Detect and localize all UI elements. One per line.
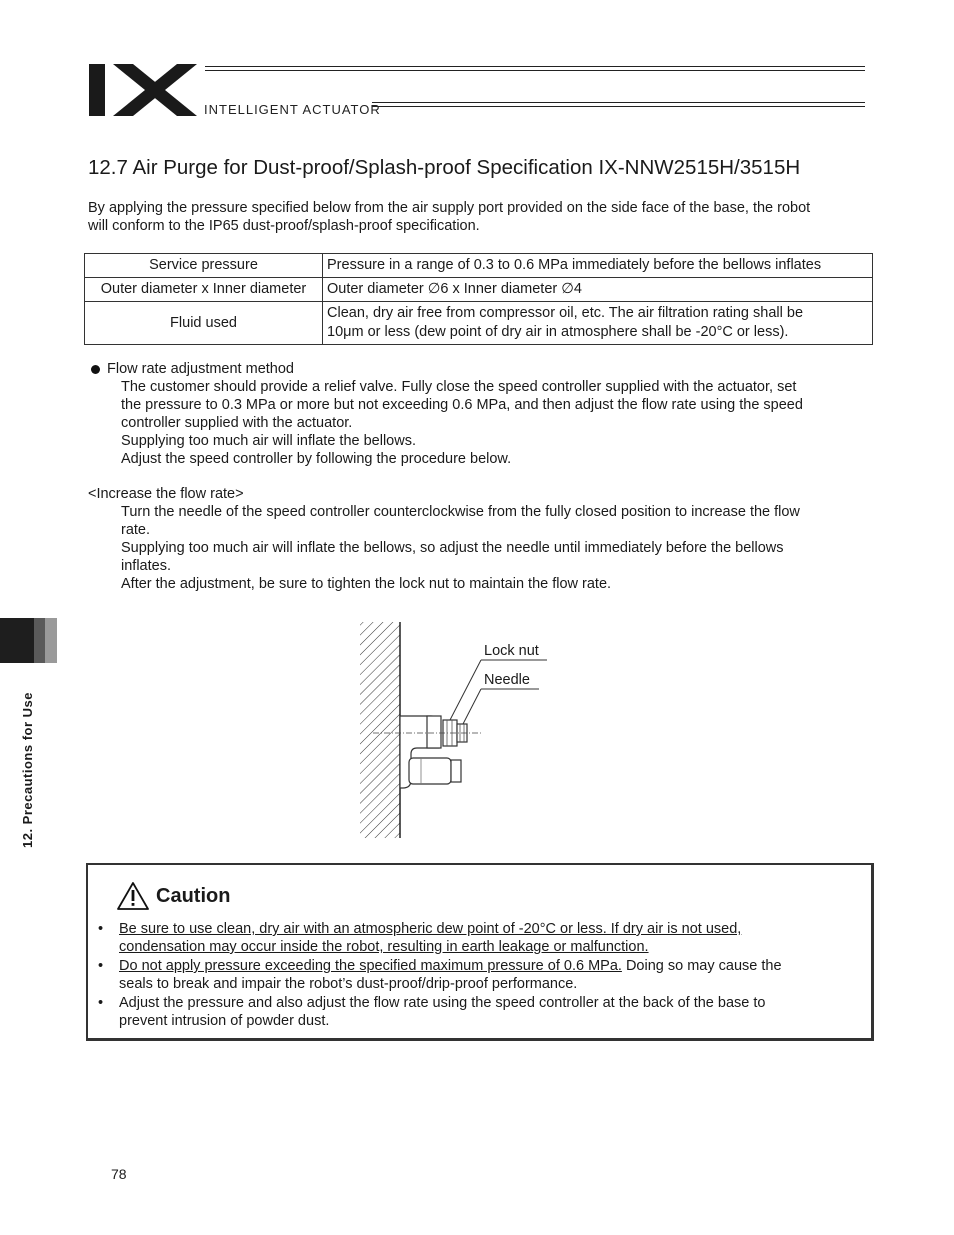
table-row [85,302,873,345]
bullet-dot-icon [91,365,100,374]
body-line: controller supplied with the actuator. [121,415,353,431]
intro-line: will conform to the IP65 dust-proof/splash-proof specification. [88,218,480,234]
list-item [96,994,856,1030]
body-line: Supplying too much air will inflate the bellows, so adjust the needle until immediately before the bellows [121,540,784,556]
lock-nut-label: Lock nut [484,643,539,659]
caution-title: Caution [156,884,231,907]
section-title: 12.7 Air Purge for Dust-proof/Splash-proof Specification IX-NNW2515H/3515H [88,156,801,179]
increase-heading: <Increase the flow rate> [88,486,244,502]
table-key-cell: Fluid used [85,302,323,345]
flow-method-heading [88,360,878,378]
chapter-side-label: 12. Precautions for Use [20,692,35,848]
table-value-line: Clean, dry air free from compressor oil, etc. The air filtration rating shall be [327,305,804,321]
header-rule [205,70,865,71]
bullet-icon: • [98,995,104,1011]
caution-text: Doing so may cause the [621,958,782,974]
header-rule [372,102,865,103]
flow-method-heading-text: Flow rate adjustment method [107,361,294,377]
body-line: The customer should provide a relief valve. Fully close the speed controller supplied with the actuator, set [121,379,797,395]
intro-line: By applying the pressure specified below from the air supply port provided on the side face of the base, the robot [88,200,811,216]
increase-block [88,485,878,593]
chapter-tab-shade [34,618,45,663]
body-line: After the adjustment, be sure to tighten the lock nut to maintain the flow rate. [121,576,612,592]
table-value-line: 10μm or less (dew point of dry air in atmosphere shall be -20°C or less). [327,324,789,340]
caution-line [119,957,856,975]
caution-line: seals to break and impair the robot’s dust-proof/drip-proof performance. [119,976,578,992]
caution-line: condensation may occur inside the robot, resulting in earth leakage or malfunction. [119,939,649,955]
increase-body [88,503,878,593]
bullet-icon: • [98,958,104,974]
ix-logo-icon [89,62,199,118]
header-rule [205,66,865,67]
chapter-tab-shade [45,618,57,663]
caution-box [86,863,874,1041]
warning-triangle-icon [116,881,150,911]
header-rule [372,106,865,107]
list-item [96,920,856,956]
caution-list [96,920,856,1031]
table-value-cell: Pressure in a range of 0.3 to 0.6 MPa immediately before the bellows inflates [323,254,873,278]
bullet-icon: • [98,921,104,937]
needle-label: Needle [484,672,530,688]
logo-subtitle: INTELLIGENT ACTUATOR [204,102,381,117]
intro-paragraph [88,199,878,235]
table-key-cell: Outer diameter x Inner diameter [85,278,323,302]
page-number: 78 [111,1166,127,1182]
caution-line: Adjust the pressure and also adjust the flow rate using the speed controller at the back of the base to [119,995,766,1011]
body-line: Turn the needle of the speed controller counterclockwise from the fully closed position to increase the flow [121,504,800,520]
caution-line: prevent intrusion of powder dust. [119,1013,330,1029]
chapter-tab [0,618,34,663]
flow-method-block [88,360,878,468]
flow-method-body [88,378,878,468]
list-item [96,957,856,993]
body-line: Supplying too much air will inflate the bellows. [121,433,416,449]
caution-line: Be sure to use clean, dry air with an atmospheric dew point of -20°C or less. If dry air is not used, [119,921,742,937]
body-line: inflates. [121,558,171,574]
body-line: the pressure to 0.3 MPa or more but not exceeding 0.6 MPa, and then adjust the flow rate using the speed [121,397,803,413]
body-line: rate. [121,522,151,538]
table-value-cell [323,302,873,345]
spec-table [84,253,873,345]
body-line: Adjust the speed controller by following the procedure below. [121,451,512,467]
table-value-cell: Outer diameter ∅6 x Inner diameter ∅4 [323,278,873,302]
speed-controller-diagram [355,620,555,840]
table-row [85,254,873,278]
table-row [85,278,873,302]
table-key-cell: Service pressure [85,254,323,278]
caution-header [116,881,230,911]
caution-underlined-text: Do not apply pressure exceeding the specified maximum pressure of 0.6 MPa. [119,958,622,974]
